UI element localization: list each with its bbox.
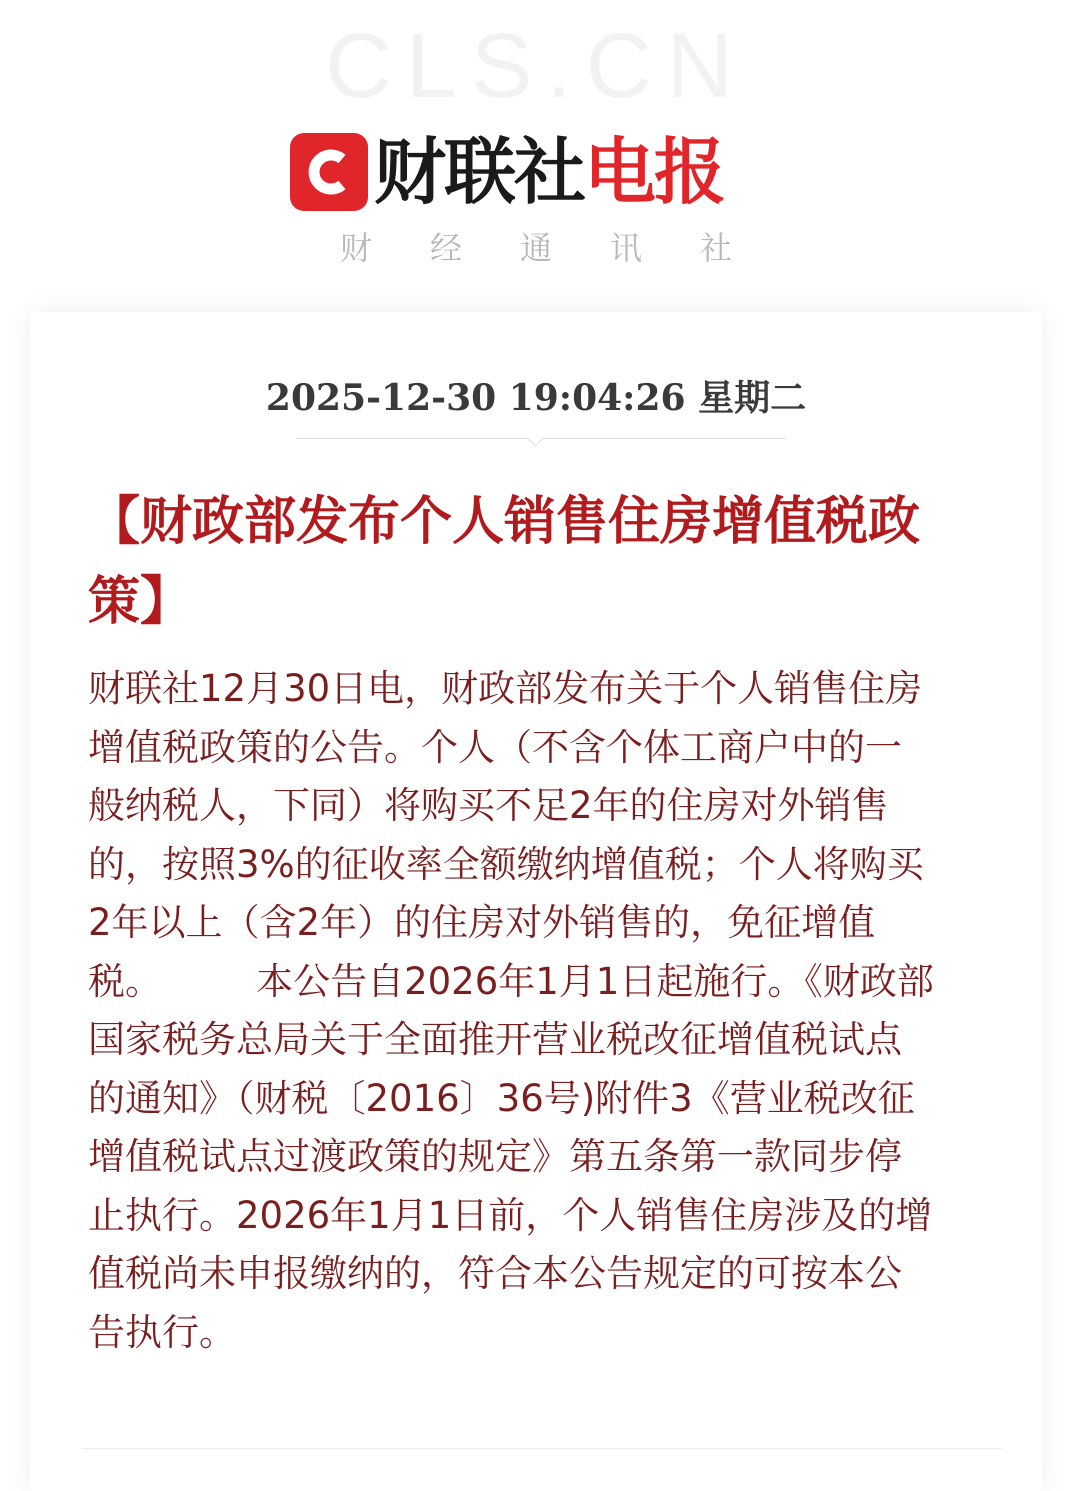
article-body-line: 财联社12月30日电，财政部发布关于个人销售住房 [88,667,923,710]
brand-name [374,130,725,214]
cls-logo-icon [290,133,368,211]
brand-name-dark: 财联社 [374,130,585,214]
article-body-line: 般纳税人，下同）将购买不足2年的住房对外销售 [88,784,889,827]
article-body-line: 的通知》（财税〔2016〕36号)附件3《营业税改征 [88,1076,915,1120]
article-body-line: 国家税务总局关于全面推开营业税改征增值税试点 [88,1018,902,1061]
article-body-line: 止执行。2026年1月1日前，个人销售住房涉及的增 [88,1193,933,1237]
watermark: CLS.CN [325,15,747,117]
article-body-line: 增值税试点过渡政策的规定》第五条第一款同步停 [88,1135,902,1178]
article-timestamp: 2025-12-30 19:04:26 星期二 [265,377,807,419]
article-body-line: 税。 本公告自2026年1月1日起施行。《财政部 [88,959,934,1003]
bottom-divider [82,1448,1002,1449]
article-body-line: 值税尚未申报缴纳的，符合本公告规定的可按本公 [88,1252,902,1295]
brand-logo [290,130,724,214]
brand-name-red: 电报 [584,130,725,214]
brand-tagline: 财经通讯社 [339,229,790,267]
article-body-line: 的，按照3%的征收率全额缴纳增值税；个人将购买 [88,842,924,886]
article-body-line: 告执行。 [88,1310,236,1354]
article-headline: 【财政部发布个人销售住房增值税政策】 [88,491,921,632]
article-body-line: 2年以上（含2年）的住房对外销售的，免征增值 [88,901,876,944]
article-body-line: 增值税政策的公告。个人（不含个体工商户中的一 [88,725,902,769]
article-body [88,660,1000,1362]
